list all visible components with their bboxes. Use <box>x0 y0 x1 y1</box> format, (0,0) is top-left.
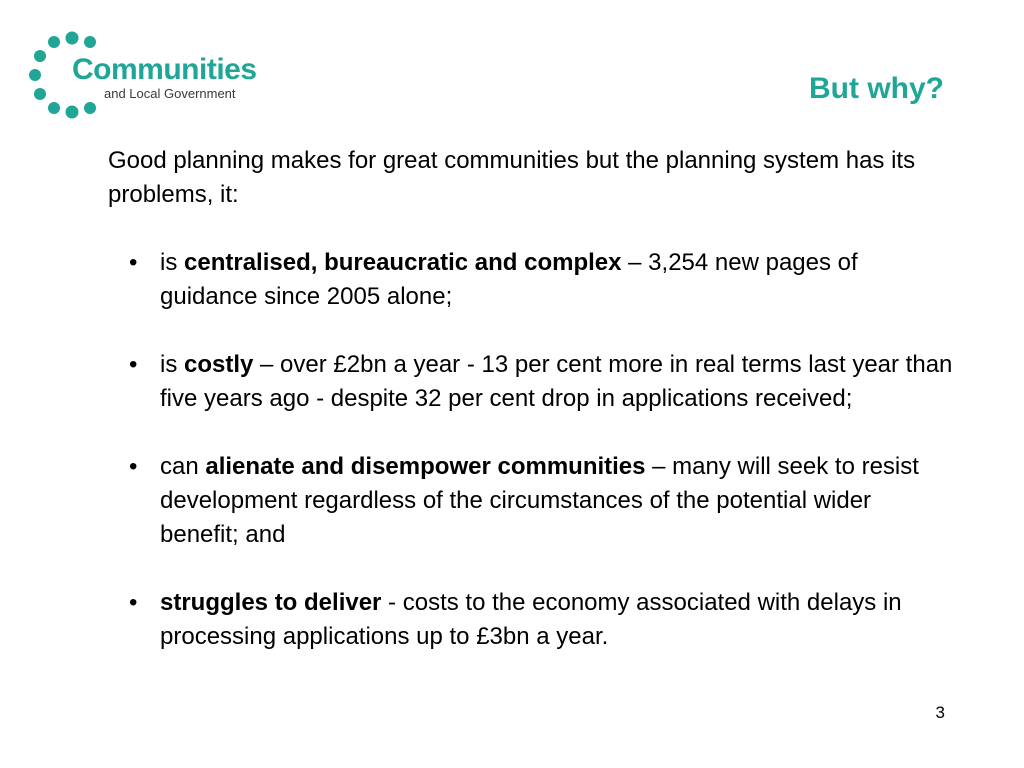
bullet-emphasis: struggles to deliver <box>160 589 382 616</box>
logo-subtitle: and Local Government <box>104 86 236 101</box>
logo-wordmark: Communities <box>72 53 257 86</box>
slide-title: But why? <box>809 72 944 105</box>
bullet-prefix: can <box>160 453 206 480</box>
slide-body <box>108 144 953 688</box>
page-number: 3 <box>935 703 945 722</box>
bullet-marker: • <box>129 589 138 616</box>
bullet-detail: – 3,254 new pages of guidance since 2005 alone; <box>160 249 858 310</box>
bullet-item-alienate <box>108 450 953 552</box>
bullet-detail: – over £2bn a year - 13 per cent more in real terms last year than five years ago - despite 32 per cent drop in applications received; <box>160 351 953 412</box>
bullet-detail: – many will seek to resist development regardless of the circumstances of the potential wider benefit; and <box>160 453 919 548</box>
bullet-item-centralised <box>108 246 953 314</box>
bullet-emphasis: costly <box>184 351 254 378</box>
bullet-detail: - costs to the economy associated with delays in processing applications up to £3bn a year. <box>160 589 902 650</box>
bullet-marker: • <box>129 351 138 378</box>
department-logo <box>28 30 268 122</box>
intro-paragraph: Good planning makes for great communities but the planning system has its problems, it: <box>108 147 916 208</box>
bullet-marker: • <box>129 453 138 480</box>
bullet-marker: • <box>129 249 138 276</box>
bullet-emphasis: alienate and disempower communities <box>205 453 646 480</box>
bullet-item-struggles <box>108 586 953 654</box>
bullet-list <box>108 246 953 654</box>
bullet-prefix: is <box>160 351 184 378</box>
bullet-emphasis: centralised, bureaucratic and complex <box>184 249 622 276</box>
bullet-item-costly <box>108 348 953 416</box>
bullet-prefix: is <box>160 249 184 276</box>
